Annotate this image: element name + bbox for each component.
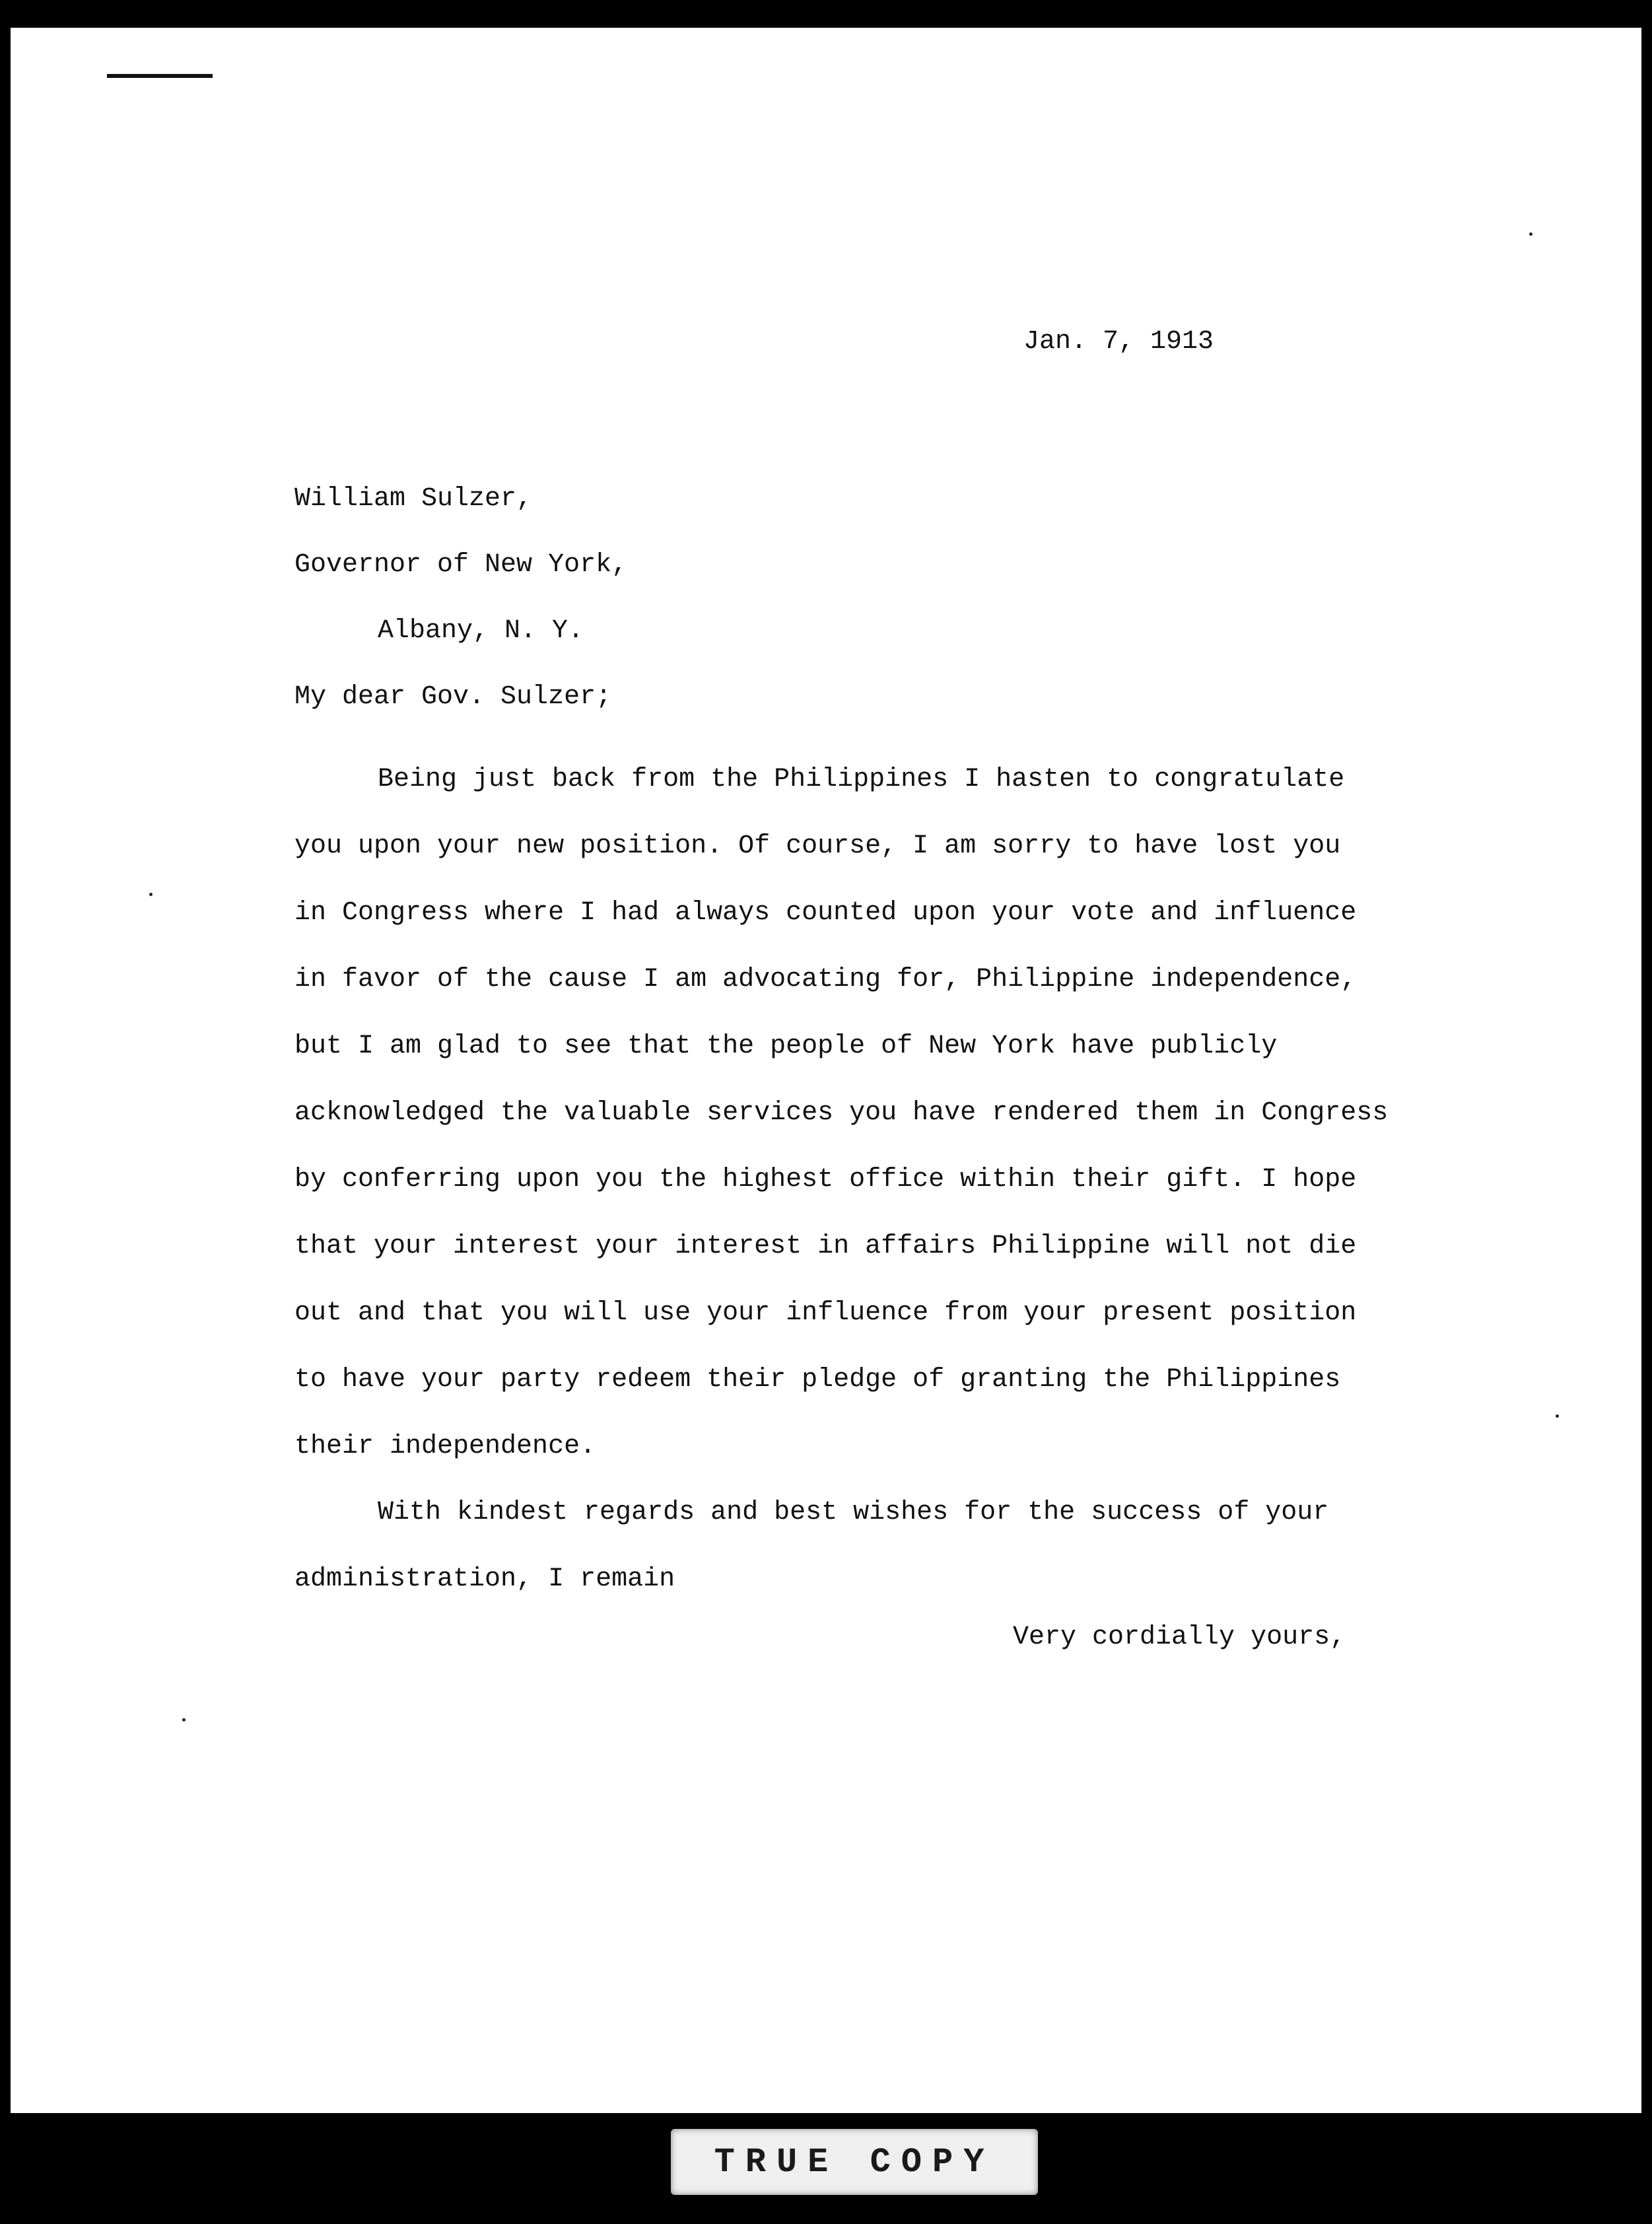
salutation: My dear Gov. Sulzer; <box>294 682 612 712</box>
closing-line: administration, I remain <box>294 1564 675 1594</box>
corner-mark <box>107 74 213 78</box>
body-line: Being just back from the Philippines I hasten to congratulate <box>378 765 1345 794</box>
sign-off: Very cordially yours, <box>1013 1622 1346 1652</box>
body-line: out and that you will use your influence from your present position <box>294 1298 1357 1328</box>
body-paragraph <box>294 746 1476 1480</box>
letter-page <box>11 28 1641 2113</box>
true-copy-stamp <box>671 2129 1038 2195</box>
ink-speck <box>1556 1414 1559 1418</box>
body-line: to have your party redeem their pledge of granting the Philippines <box>294 1365 1341 1395</box>
ink-speck <box>1529 232 1532 236</box>
stamp-text: TRUE COPY <box>714 2142 995 2182</box>
body-line: acknowledged the valuable services you have rendered them in Congress <box>294 1098 1389 1128</box>
body-line: but I am glad to see that the people of New York have publicly <box>294 1031 1278 1061</box>
ink-speck <box>182 1718 186 1721</box>
body-line: in favor of the cause I am advocating for, Philippine independence, <box>294 965 1357 994</box>
body-line: that your interest your interest in affairs Philippine will not die <box>294 1232 1357 1261</box>
body-line: by conferring upon you the highest office within their gift. I hope <box>294 1165 1357 1195</box>
closing-line: With kindest regards and best wishes for the success of your <box>378 1498 1329 1527</box>
recipient-name: William Sulzer, <box>294 484 533 514</box>
recipient-title: Governor of New York, <box>294 550 628 580</box>
recipient-city: Albany, N. Y. <box>378 616 584 646</box>
ink-speck <box>149 893 153 896</box>
letter-date: Jan. 7, 1913 <box>1023 327 1214 357</box>
body-line: in Congress where I had always counted upon your vote and influence <box>294 898 1357 928</box>
body-line: you upon your new position. Of course, I am sorry to have lost you <box>294 831 1341 861</box>
closing-paragraph <box>294 1479 1476 1613</box>
body-line: their independence. <box>294 1432 596 1461</box>
